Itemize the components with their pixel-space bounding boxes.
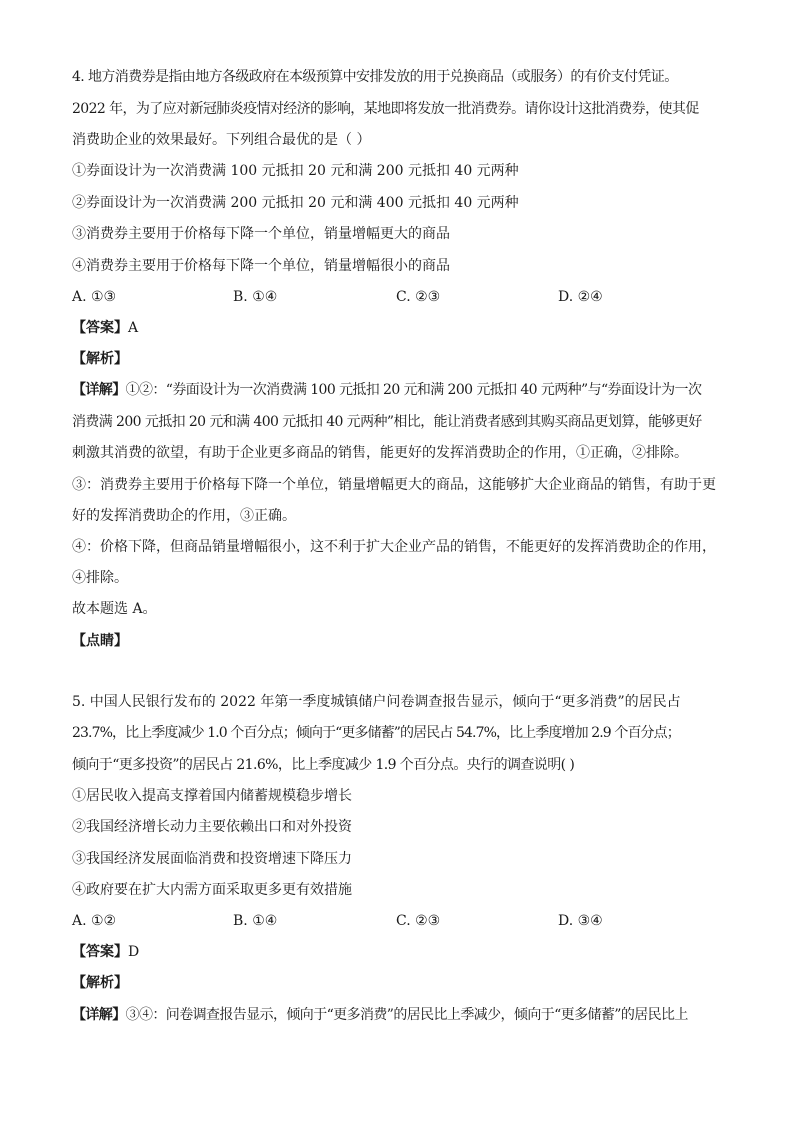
q5-stem-line-1: 5. 中国人民银行发布的 2022 年第一季度城镇储户问卷调查报告显示，倾向于“更多消费”的居民占	[72, 694, 681, 710]
q4-stem-line-1: 4. 地方消费券是指由地方各级政府在本级预算中安排发放的用于兑换商品（或服务）的有价支付凭证。	[72, 69, 678, 85]
q5-statement-3: ③我国经济发展面临消费和投资增速下降压力	[72, 851, 352, 867]
q5-analysis-tag: 【解析】	[72, 975, 128, 991]
q4-comment-tag: 【点睛】	[72, 633, 128, 649]
q4-detail-line-3: 刺激其消费的欲望，有助于企业更多商品的销售，能更好的发挥消费助企的作用，①正确，②排除。	[72, 445, 688, 461]
q4-option-c: C. ②③	[396, 289, 441, 305]
q4-option-d: D. ②④	[558, 289, 603, 305]
q4-answer	[72, 319, 734, 339]
q4-detail-line-7: ④排除。	[72, 570, 128, 586]
q5-option-c: C. ②③	[396, 913, 441, 929]
q4-statement-1: ①券面设计为一次消费满 100 元抵扣 20 元和满 200 元抵扣 40 元两种	[72, 163, 519, 179]
q4-option-b: B. ①④	[233, 289, 278, 305]
q4-analysis-tag: 【解析】	[72, 351, 128, 367]
q4-detail-line-1	[72, 381, 734, 401]
q5-detail-text-1: ③④：问卷调查报告显示，倾向于“更多消费”的居民比上季减少，倾向于“更多储蓄”的居民比上	[125, 1007, 688, 1023]
q5-option-b: B. ①④	[233, 913, 278, 929]
q5-answer	[72, 943, 734, 963]
q4-detail-line-5: 好的发挥消费助企的作用，③正确。	[72, 508, 296, 524]
q4-detail-line-4: ③：消费券主要用于价格每下降一个单位，销量增幅更大的商品，这能够扩大企业商品的销售，有助于更	[72, 477, 716, 493]
q4-answer-tag: 【答案】	[72, 320, 128, 336]
q5-options	[72, 912, 734, 932]
q5-statement-4: ④政府要在扩大内需方面采取更多更有效措施	[72, 882, 352, 898]
q4-answer-value: A	[128, 320, 139, 336]
q4-detail-line-2: 消费满 200 元抵扣 20 元和满 400 元抵扣 40 元两种”相比，能让消费者感到其购买商品更划算，能够更好	[72, 414, 702, 430]
q5-stem-line-3: 倾向于“更多投资”的居民占 21.6%，比上季度减少 1.9 个百分点。央行的调查说明( )	[72, 757, 575, 773]
q4-detail-line-6: ④：价格下降，但商品销量增幅很小，这不利于扩大企业产品的销售，不能更好的发挥消费助企的作用，	[72, 539, 716, 555]
q5-answer-tag: 【答案】	[72, 944, 128, 960]
q5-detail-line-1	[72, 1006, 734, 1026]
q4-statement-3: ③消费券主要用于价格每下降一个单位，销量增幅更大的商品	[72, 226, 450, 242]
q5-stem-line-2: 23.7%，比上季度减少 1.0 个百分点；倾向于“更多储蓄”的居民占 54.7%，比上季度增加 2.9 个百分点；	[72, 725, 680, 741]
q4-statement-2: ②券面设计为一次消费满 200 元抵扣 20 元和满 400 元抵扣 40 元两种	[72, 195, 519, 211]
q4-options	[72, 288, 734, 308]
q5-answer-value: D	[128, 944, 140, 960]
q5-statement-1: ①居民收入提高支撑着国内储蓄规模稳步增长	[72, 788, 352, 804]
q5-detail-tag: 【详解】	[72, 1007, 126, 1023]
q4-detail-line-8: 故本题选 A。	[72, 601, 157, 617]
q4-detail-text-1: ①②：“券面设计为一次消费满 100 元抵扣 20 元和满 200 元抵扣 40 元两种”与“券面设计为一次	[125, 382, 702, 398]
q5-statement-2: ②我国经济增长动力主要依赖出口和对外投资	[72, 819, 352, 835]
q4-stem-line-2: 2022 年，为了应对新冠肺炎疫情对经济的影响，某地即将发放一批消费券。请你设计这批消费券，使其促	[72, 101, 699, 117]
q4-stem-line-3: 消费助企业的效果最好。下列组合最优的是（ ）	[72, 132, 371, 148]
q5-option-a: A. ①②	[72, 913, 117, 929]
q4-detail-tag: 【详解】	[72, 382, 126, 398]
q4-option-a: A. ①③	[72, 289, 117, 305]
q4-statement-4: ④消费券主要用于价格每下降一个单位，销量增幅很小的商品	[72, 258, 450, 274]
q5-option-d: D. ③④	[558, 913, 603, 929]
